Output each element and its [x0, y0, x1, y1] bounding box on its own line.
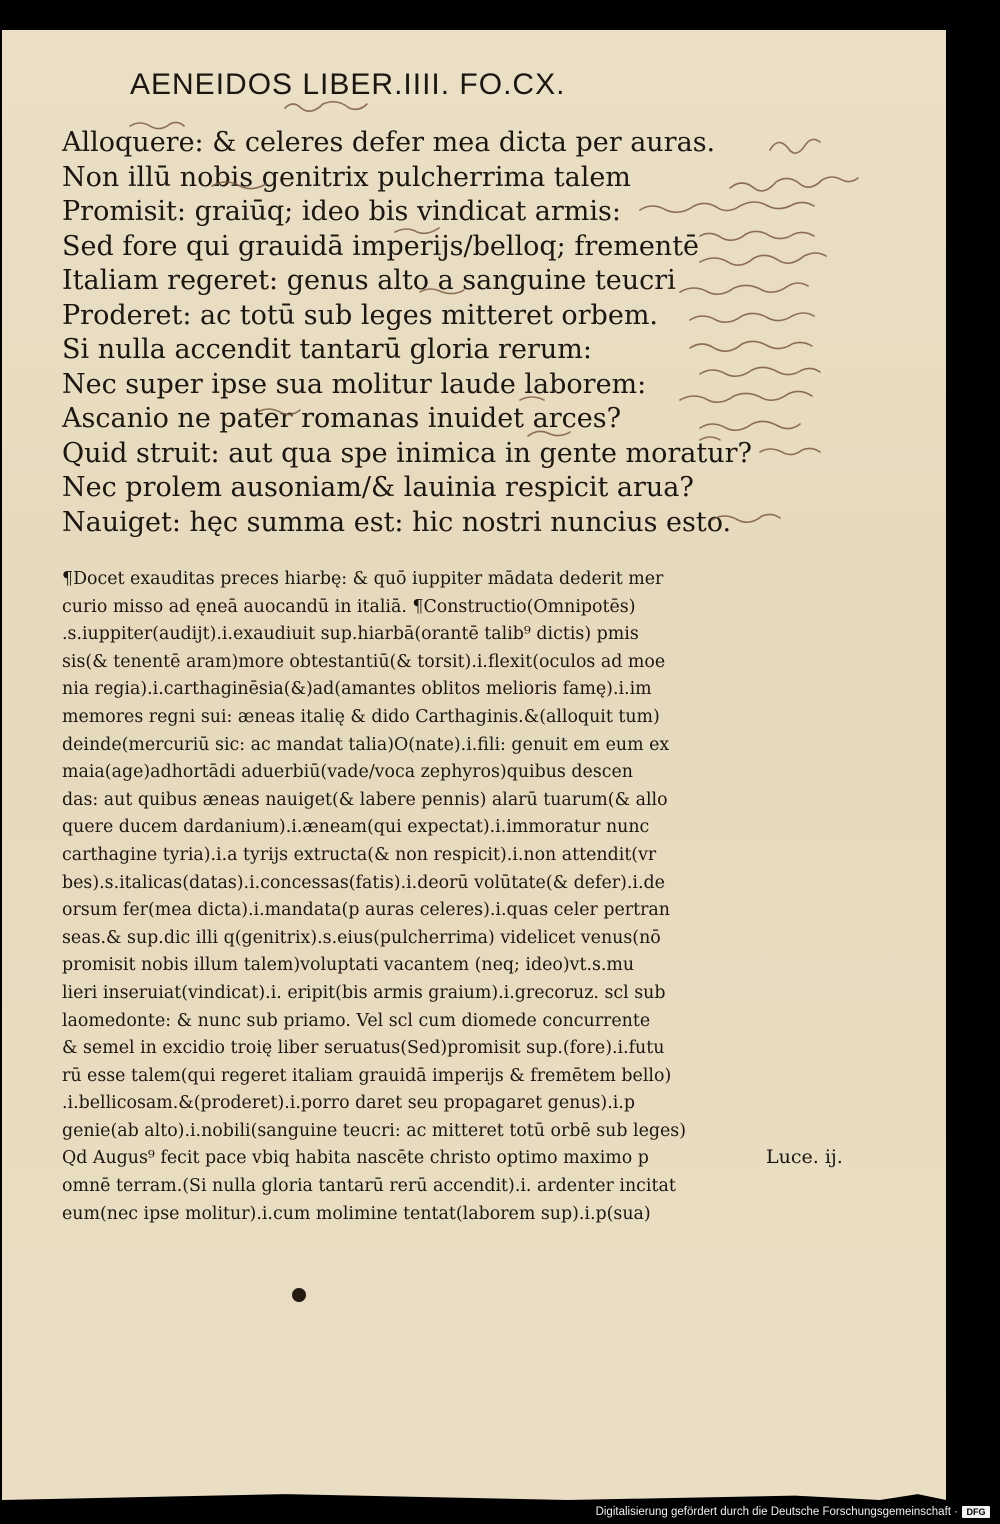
dfg-logo: DFG — [962, 1506, 990, 1518]
commentary-line: curio misso ad ęneā auocandū in italiā. ¶Constructio(Omnipotēs) — [62, 596, 636, 617]
ink-dot — [292, 1288, 306, 1302]
commentary-line: genie(ab alto).i.nobili(sanguine teucri: ac mitteret totū orbē sub leges) — [62, 1120, 687, 1141]
commentary-line: Qd Augus⁹ fecit pace vbiq habita nascēte christo optimo maximo p — [62, 1148, 649, 1169]
running-head: AENEIDOS LIBER.IIII. FO.CX. — [130, 68, 566, 101]
commentary-line: ¶Docet exauditas preces hiarbę: & quō iuppiter mādata dederit mer — [62, 569, 664, 589]
verse-line: Ascanio ne pater romanas inuidet arces? — [62, 403, 622, 434]
verse-line: Non illū nobis genitrix pulcherrima talem — [62, 161, 631, 193]
verse-line: Alloquere: & celeres defer mea dicta per auras. — [62, 127, 716, 158]
commentary-line: bes).s.italicas(datas).i.concessas(fatis).i.deorū volūtate(& defer).i.de — [62, 872, 665, 893]
verse-text — [62, 126, 753, 540]
commentary-line: deinde(mercuriū sic: ac mandat talia)O(nate).i.fili: genuit em eum ex — [62, 734, 670, 755]
verse-line: Promisit: graiūq; ideo bis vindicat armis: — [62, 196, 621, 227]
verse-line: Italiam regeret: genus alto a sanguine teucri — [62, 265, 676, 296]
commentary-line: carthagine tyria).i.a tyrijs extructa(& non respicit).i.non attendit(vr — [62, 844, 657, 865]
verse-line: Si nulla accendit tantarū gloria rerum: — [62, 334, 592, 365]
commentary-line: laomedonte: & nunc sub priamo. Vel scl cum diomede concurrente — [62, 1010, 651, 1031]
commentary-line: .s.iuppiter(audijt).i.exaudiuit sup.hiarbā(orantē talib⁹ dictis) pmis — [62, 624, 639, 645]
commentary-text — [62, 566, 762, 1228]
commentary-line: lieri inseruiat(vindicat).i. eripit(bis armis graium).i.grecoruz. scl sub — [62, 982, 666, 1003]
commentary-line: maia(age)adhortādi aduerbiū(vade/voca zephyros)quibus descen — [62, 762, 633, 783]
commentary-line: quere ducem dardanium).i.æneam(qui expectat).i.immoratur nunc — [62, 817, 650, 838]
verse-line: Proderet: ac totū sub leges mitteret orbem. — [62, 299, 659, 331]
footer-credit: Digitalisierung gefördert durch die Deutsche Forschungsgemeinschaft · — [595, 1506, 958, 1518]
margin-reference: Luce. ij. — [766, 1146, 843, 1168]
commentary-line: seas.& sup.dic illi q(genitrix).s.eius(pulcherrima) videlicet venus(nō — [62, 927, 661, 948]
commentary-line: promisit nobis illum talem)voluptati vacantem (neq; ideo)vt.s.mu — [62, 955, 635, 976]
commentary-line: .i.bellicosam.&(proderet).i.porro daret seu propagaret genus).i.p — [62, 1093, 635, 1114]
commentary-line: & semel in excidio troię liber seruatus(Sed)promisit sup.(fore).i.futu — [62, 1038, 665, 1059]
commentary-line: nia regia).i.carthaginēsia(&)ad(amantes oblitos melioris famę).i.im — [62, 679, 652, 700]
commentary-line: sis(& tenentē aram)more obtestantiū(& torsit).i.flexit(oculos ad moe — [62, 651, 666, 672]
commentary-line: eum(nec ipse molitur).i.cum molimine tentat(laborem sup).i.p(sua) — [62, 1203, 651, 1224]
verse-line: Sed fore qui grauidā imperijs/belloq; frementē — [62, 230, 700, 262]
footer — [596, 1506, 990, 1518]
commentary-line: omnē terram.(Si nulla gloria tantarū rerū accendit).i. ardenter incitat — [62, 1176, 676, 1197]
commentary-line: das: aut quibus æneas nauiget(& labere pennis) alarū tuarum(& allo — [62, 789, 668, 810]
commentary-line: orsum fer(mea dicta).i.mandata(p auras celeres).i.quas celer pertran — [62, 900, 670, 921]
commentary-line: rū esse talem(qui regeret italiam grauidā imperijs & fremētem bello) — [62, 1065, 672, 1086]
verse-line: Quid struit: aut qua spe inimica in gente moratur? — [62, 437, 753, 469]
verse-line: Nec super ipse sua molitur laude laborem: — [62, 368, 647, 400]
verse-line: Nec prolem ausoniam/& lauinia respicit arua? — [62, 472, 694, 503]
commentary-line: memores regni sui: æneas italię & dido Carthaginis.&(alloquit tum) — [62, 706, 660, 727]
verse-line: Nauiget: hęc summa est: hic nostri nuncius esto. — [62, 506, 732, 538]
